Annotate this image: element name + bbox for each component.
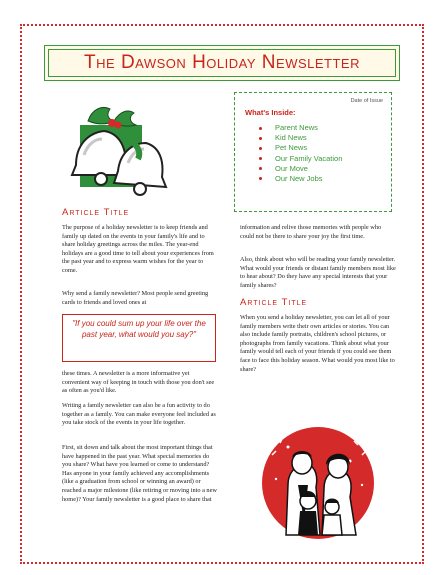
bullet-icon bbox=[259, 157, 262, 160]
article-1-title: Article Title bbox=[62, 207, 130, 218]
inside-item[interactable]: Our Move bbox=[259, 164, 342, 174]
issue-date: Date of Issue bbox=[350, 98, 383, 104]
article-1-paragraph-3: these times. A newsletter is a more informative yet convenient way of keeping in touch with those you don't see as often as you'd like. bbox=[62, 370, 215, 395]
bullet-icon bbox=[259, 127, 262, 130]
bullet-icon bbox=[259, 147, 262, 150]
article-2-title: Article Title bbox=[240, 297, 308, 308]
column-2-paragraph-1: information and relive those memories with people who could not be there to share your joy the first time. bbox=[240, 224, 382, 240]
article-2-paragraph-1: When you send a holiday newsletter, you can let all of your family members write their own articles or stories. You can also include family portraits, children's school pictures, or photographs from family vacations. Think about what your family would tell each of your friends if you could see them face to face this holiday season. What would you most like to share? bbox=[240, 314, 395, 373]
newsletter-title-box bbox=[44, 45, 400, 81]
pull-quote: "If you could sum up your life over the past year, what would you say?" bbox=[62, 314, 216, 362]
bullet-icon bbox=[259, 177, 262, 180]
article-1-paragraph-4: Writing a family newsletter can also be a fun activity to do together as a family. You can make everyone feel included as you take stock of the events in your life together. bbox=[62, 402, 216, 427]
bullet-icon bbox=[259, 137, 262, 140]
article-1-paragraph-1: The purpose of a holiday newsletter is to keep friends and family up dated on the events in your family's life and to share holiday greetings across the miles. The year-end holidays are a good time to tell about your experiences from the past year and to express warm wishes for the year to come. bbox=[62, 224, 214, 274]
inside-item[interactable]: Kid News bbox=[259, 133, 342, 143]
holiday-bells-image bbox=[68, 95, 168, 199]
whats-inside-heading: What's Inside: bbox=[245, 108, 296, 117]
whats-inside-box bbox=[234, 92, 392, 212]
inside-item[interactable]: Parent News bbox=[259, 123, 342, 133]
column-2-paragraph-2: Also, think about who will be reading your family newsletter. What would your friends or distant family members most like to hear about? Do they have any special interests that your family shares? bbox=[240, 256, 396, 289]
family-photo-image bbox=[258, 425, 380, 541]
article-1-paragraph-5: First, sit down and talk about the most important things that have happened in the past year. What special memories do you share? What have you learned or come to understand? Has anyone in your family achieved any accomplishments (like a graduation from school or winning an award) or reached a major milestone (like retiring or moving into a new home)? Your family newsletter is a good place to share that bbox=[62, 444, 217, 503]
bullet-icon bbox=[259, 167, 262, 170]
whats-inside-list bbox=[259, 123, 342, 184]
newsletter-title: The Dawson Holiday Newsletter bbox=[84, 52, 360, 73]
inside-item[interactable]: Our New Jobs bbox=[259, 174, 342, 184]
inside-item[interactable]: Pet News bbox=[259, 143, 342, 153]
inside-item[interactable]: Our Family Vacation bbox=[259, 154, 342, 164]
article-1-paragraph-2: Why send a family newsletter? Most people send greeting cards to friends and loved ones at bbox=[62, 290, 209, 306]
